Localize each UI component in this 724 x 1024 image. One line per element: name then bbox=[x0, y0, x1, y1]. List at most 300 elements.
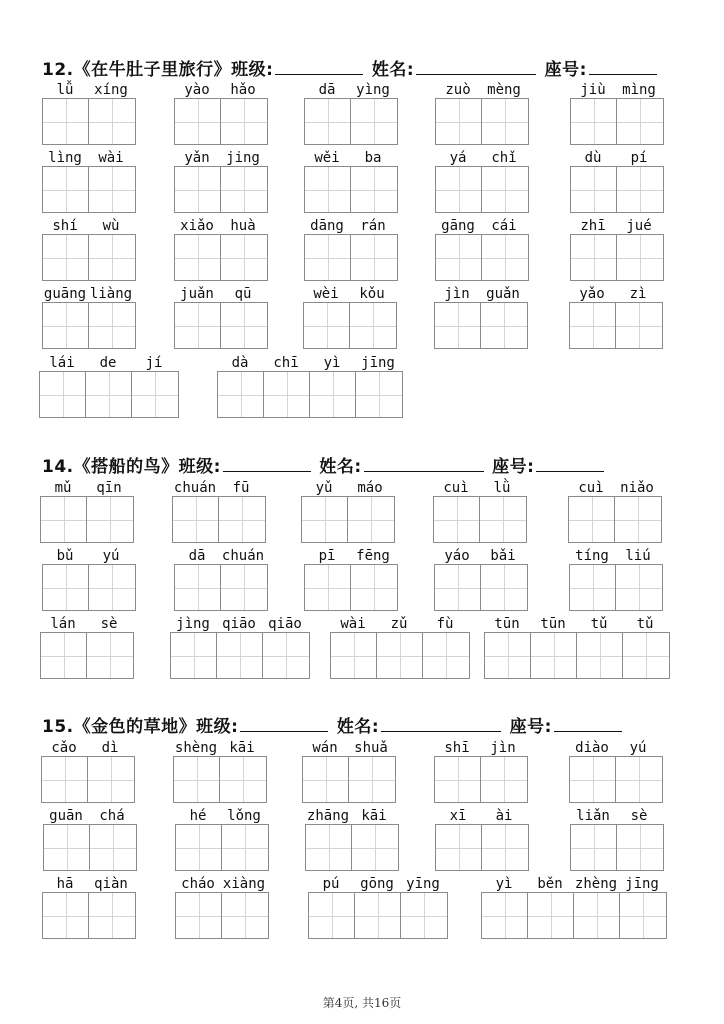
writing-cell[interactable] bbox=[574, 893, 620, 938]
pinyin-syllable: sè bbox=[630, 808, 648, 824]
tianzige-grid bbox=[217, 371, 403, 418]
pinyin-syllable: jing bbox=[226, 150, 260, 166]
tianzige-grid bbox=[434, 564, 528, 611]
writing-cell[interactable] bbox=[173, 497, 219, 542]
writing-cell[interactable] bbox=[615, 497, 661, 542]
writing-cell[interactable] bbox=[569, 497, 615, 542]
pinyin-row bbox=[568, 478, 662, 496]
pinyin-row bbox=[484, 614, 670, 632]
pinyin-word-item bbox=[42, 874, 136, 939]
writing-cell[interactable] bbox=[482, 99, 528, 144]
name-blank[interactable] bbox=[381, 715, 501, 732]
writing-cell[interactable] bbox=[616, 757, 662, 802]
writing-cell[interactable] bbox=[351, 99, 397, 144]
pinyin-row bbox=[42, 148, 136, 166]
writing-cell[interactable] bbox=[436, 825, 482, 870]
tianzige-grid bbox=[433, 496, 527, 543]
writing-cell[interactable] bbox=[303, 757, 349, 802]
writing-cell[interactable] bbox=[171, 633, 217, 678]
writing-cell[interactable] bbox=[221, 99, 267, 144]
section-header bbox=[42, 452, 606, 477]
writing-cell[interactable] bbox=[401, 893, 447, 938]
writing-cell[interactable] bbox=[89, 99, 135, 144]
pinyin-word-item bbox=[217, 353, 403, 418]
writing-cell[interactable] bbox=[571, 235, 617, 280]
pinyin-syllable: jìn bbox=[490, 740, 516, 756]
tianzige-grid bbox=[40, 632, 134, 679]
writing-cell[interactable] bbox=[577, 633, 623, 678]
pinyin-syllable: chuán bbox=[221, 548, 265, 564]
writing-cell[interactable] bbox=[305, 235, 351, 280]
tianzige-grid bbox=[434, 756, 528, 803]
pinyin-syllable: yú bbox=[629, 740, 647, 756]
pinyin-syllable: huà bbox=[230, 218, 256, 234]
pinyin-word-item bbox=[304, 148, 398, 213]
pinyin-syllable: hé bbox=[189, 808, 207, 824]
pinyin-syllable: lǚ bbox=[56, 82, 74, 98]
pinyin-syllable: shèng bbox=[174, 740, 218, 756]
writing-cell[interactable] bbox=[221, 235, 267, 280]
writing-cell[interactable] bbox=[482, 893, 528, 938]
pinyin-syllable: shī bbox=[444, 740, 470, 756]
pinyin-syllable: zǔ bbox=[390, 616, 408, 632]
writing-cell[interactable] bbox=[305, 565, 351, 610]
pinyin-row bbox=[308, 874, 448, 892]
writing-cell[interactable] bbox=[175, 565, 221, 610]
class-blank[interactable] bbox=[275, 58, 363, 75]
tianzige-grid bbox=[304, 98, 398, 145]
writing-cell[interactable] bbox=[623, 633, 669, 678]
pinyin-syllable: juǎn bbox=[180, 286, 214, 302]
writing-cell[interactable] bbox=[436, 99, 482, 144]
pinyin-syllable: pī bbox=[318, 548, 336, 564]
writing-cell[interactable] bbox=[436, 167, 482, 212]
writing-cell[interactable] bbox=[43, 303, 89, 348]
pinyin-row bbox=[42, 284, 136, 302]
writing-cell[interactable] bbox=[222, 893, 268, 938]
writing-cell[interactable] bbox=[436, 235, 482, 280]
writing-cell[interactable] bbox=[40, 372, 86, 417]
pinyin-syllable: cuì bbox=[578, 480, 604, 496]
writing-cell[interactable] bbox=[89, 893, 135, 938]
writing-cell[interactable] bbox=[570, 303, 616, 348]
pinyin-syllable: jìn bbox=[444, 286, 470, 302]
name-label: 姓名: bbox=[319, 457, 362, 477]
tianzige-grid bbox=[174, 166, 268, 213]
writing-cell[interactable] bbox=[86, 372, 132, 417]
writing-cell[interactable] bbox=[306, 825, 352, 870]
name-blank[interactable] bbox=[364, 455, 484, 472]
pinyin-syllable: xiǎo bbox=[180, 218, 214, 234]
pinyin-syllable: dāng bbox=[310, 218, 344, 234]
seat-label: 座号: bbox=[509, 717, 552, 737]
pinyin-syllable: dù bbox=[584, 150, 602, 166]
tianzige-grid bbox=[569, 564, 663, 611]
section-number: 12. bbox=[42, 60, 74, 80]
tianzige-grid bbox=[570, 98, 664, 145]
name-label: 姓名: bbox=[371, 60, 415, 80]
pinyin-row bbox=[569, 284, 663, 302]
pinyin-syllable: tǔ bbox=[636, 616, 654, 632]
pinyin-row bbox=[175, 874, 269, 892]
pinyin-row bbox=[435, 216, 529, 234]
writing-cell[interactable] bbox=[44, 825, 90, 870]
pinyin-word-item bbox=[40, 614, 134, 679]
pinyin-syllable: liàng bbox=[89, 286, 133, 302]
class-label: 班级: bbox=[231, 60, 274, 80]
pinyin-word-item bbox=[40, 478, 134, 543]
writing-cell[interactable] bbox=[617, 167, 663, 212]
pinyin-word-item bbox=[435, 148, 529, 213]
pinyin-row bbox=[172, 478, 266, 496]
pinyin-syllable: jí bbox=[145, 355, 163, 371]
tianzige-grid bbox=[42, 166, 136, 213]
tianzige-grid bbox=[302, 756, 396, 803]
writing-cell[interactable] bbox=[263, 633, 309, 678]
tianzige-grid bbox=[481, 892, 667, 939]
writing-cell[interactable] bbox=[175, 303, 221, 348]
pinyin-row bbox=[174, 284, 268, 302]
writing-cell[interactable] bbox=[222, 825, 268, 870]
pinyin-syllable: xī bbox=[449, 808, 467, 824]
writing-cell[interactable] bbox=[221, 303, 267, 348]
pinyin-word-item bbox=[174, 546, 268, 611]
pinyin-word-item bbox=[568, 478, 662, 543]
pinyin-word-item bbox=[42, 148, 136, 213]
tianzige-grid bbox=[43, 824, 137, 871]
writing-cell[interactable] bbox=[219, 497, 265, 542]
pinyin-syllable: zhī bbox=[580, 218, 606, 234]
tianzige-grid bbox=[174, 564, 268, 611]
writing-cell[interactable] bbox=[480, 497, 526, 542]
writing-cell[interactable] bbox=[482, 235, 528, 280]
pinyin-word-item bbox=[170, 614, 310, 679]
writing-cell[interactable] bbox=[377, 633, 423, 678]
pinyin-syllable: lǜ bbox=[493, 480, 511, 496]
writing-cell[interactable] bbox=[351, 235, 397, 280]
pinyin-row bbox=[173, 738, 267, 756]
pinyin-syllable: yì bbox=[323, 355, 341, 371]
pinyin-word-item bbox=[304, 546, 398, 611]
pinyin-row bbox=[435, 80, 529, 98]
writing-cell[interactable] bbox=[482, 825, 528, 870]
class-label: 班级: bbox=[196, 717, 239, 737]
tianzige-grid bbox=[303, 302, 397, 349]
writing-cell[interactable] bbox=[481, 757, 527, 802]
writing-cell[interactable] bbox=[352, 825, 398, 870]
pinyin-syllable: tūn bbox=[540, 616, 566, 632]
writing-cell[interactable] bbox=[331, 633, 377, 678]
writing-cell[interactable] bbox=[423, 633, 469, 678]
pinyin-word-item bbox=[43, 806, 137, 871]
pinyin-syllable: tǔ bbox=[590, 616, 608, 632]
writing-cell[interactable] bbox=[43, 235, 89, 280]
pinyin-syllable: hā bbox=[56, 876, 74, 892]
pinyin-syllable: fēng bbox=[356, 548, 390, 564]
pinyin-word-item bbox=[434, 284, 528, 349]
pinyin-row bbox=[42, 874, 136, 892]
tianzige-grid bbox=[570, 166, 664, 213]
pinyin-word-item bbox=[435, 80, 529, 145]
pinyin-row bbox=[434, 546, 528, 564]
writing-cell[interactable] bbox=[42, 757, 88, 802]
pinyin-syllable: yì bbox=[495, 876, 513, 892]
pinyin-row bbox=[174, 546, 268, 564]
pinyin-row bbox=[303, 284, 397, 302]
writing-cell[interactable] bbox=[435, 757, 481, 802]
writing-cell[interactable] bbox=[43, 565, 89, 610]
tianzige-grid bbox=[39, 371, 179, 418]
pinyin-syllable: fū bbox=[232, 480, 250, 496]
pinyin-syllable: zì bbox=[629, 286, 647, 302]
pinyin-row bbox=[42, 546, 136, 564]
writing-cell[interactable] bbox=[356, 372, 402, 417]
pinyin-syllable: wěi bbox=[314, 150, 340, 166]
writing-cell[interactable] bbox=[175, 167, 221, 212]
tianzige-grid bbox=[308, 892, 448, 939]
pinyin-word-item bbox=[172, 478, 266, 543]
pinyin-syllable: yǎn bbox=[184, 150, 210, 166]
pinyin-row bbox=[40, 614, 134, 632]
lesson-title: 《金色的草地》 bbox=[73, 717, 197, 737]
pinyin-syllable: jué bbox=[626, 218, 652, 234]
writing-cell[interactable] bbox=[89, 303, 135, 348]
writing-cell[interactable] bbox=[176, 893, 222, 938]
pinyin-row bbox=[174, 216, 268, 234]
pinyin-word-item bbox=[570, 80, 664, 145]
writing-cell[interactable] bbox=[348, 497, 394, 542]
writing-cell[interactable] bbox=[89, 167, 135, 212]
pinyin-syllable: tíng bbox=[575, 548, 609, 564]
pinyin-syllable: guān bbox=[49, 808, 83, 824]
section-header bbox=[42, 712, 624, 737]
writing-cell[interactable] bbox=[620, 893, 666, 938]
pinyin-syllable: máo bbox=[357, 480, 383, 496]
pinyin-syllable: lìng bbox=[48, 150, 82, 166]
pinyin-syllable: fù bbox=[436, 616, 454, 632]
pinyin-word-item bbox=[175, 874, 269, 939]
writing-cell[interactable] bbox=[434, 497, 480, 542]
writing-cell[interactable] bbox=[350, 303, 396, 348]
pinyin-word-item bbox=[570, 216, 664, 281]
seat-label: 座号: bbox=[492, 457, 535, 477]
writing-cell[interactable] bbox=[571, 825, 617, 870]
pinyin-row bbox=[569, 738, 663, 756]
tianzige-grid bbox=[42, 564, 136, 611]
writing-cell[interactable] bbox=[304, 303, 350, 348]
pinyin-row bbox=[170, 614, 310, 632]
writing-cell[interactable] bbox=[132, 372, 178, 417]
writing-cell[interactable] bbox=[87, 497, 133, 542]
pinyin-syllable: běn bbox=[537, 876, 563, 892]
pinyin-syllable: xíng bbox=[94, 82, 128, 98]
writing-cell[interactable] bbox=[221, 167, 267, 212]
writing-cell[interactable] bbox=[571, 167, 617, 212]
pinyin-row bbox=[305, 806, 399, 824]
writing-cell[interactable] bbox=[175, 235, 221, 280]
writing-cell[interactable] bbox=[435, 565, 481, 610]
writing-cell[interactable] bbox=[481, 565, 527, 610]
name-blank[interactable] bbox=[416, 58, 536, 75]
pinyin-word-item bbox=[174, 148, 268, 213]
pinyin-syllable: liú bbox=[625, 548, 651, 564]
class-label: 班级: bbox=[178, 457, 221, 477]
writing-cell[interactable] bbox=[88, 757, 134, 802]
pinyin-row bbox=[302, 738, 396, 756]
lesson-title: 《搭船的鸟》 bbox=[73, 457, 179, 477]
writing-cell[interactable] bbox=[485, 633, 531, 678]
pinyin-syllable: guāng bbox=[43, 286, 87, 302]
writing-cell[interactable] bbox=[220, 757, 266, 802]
pinyin-syllable: wài bbox=[98, 150, 124, 166]
writing-cell[interactable] bbox=[43, 99, 89, 144]
pinyin-word-item bbox=[42, 284, 136, 349]
writing-cell[interactable] bbox=[351, 565, 397, 610]
pinyin-syllable: cái bbox=[491, 218, 517, 234]
writing-cell[interactable] bbox=[528, 893, 574, 938]
writing-cell[interactable] bbox=[305, 99, 351, 144]
pinyin-syllable: dā bbox=[318, 82, 336, 98]
pinyin-syllable: zhāng bbox=[306, 808, 350, 824]
pinyin-syllable: jiù bbox=[580, 82, 606, 98]
pinyin-row bbox=[41, 738, 135, 756]
writing-cell[interactable] bbox=[221, 565, 267, 610]
pinyin-row bbox=[570, 148, 664, 166]
class-blank[interactable] bbox=[223, 455, 311, 472]
tianzige-grid bbox=[304, 166, 398, 213]
pinyin-syllable: wài bbox=[340, 616, 366, 632]
tianzige-grid bbox=[173, 756, 267, 803]
pinyin-syllable: chī bbox=[273, 355, 299, 371]
tianzige-grid bbox=[42, 892, 136, 939]
writing-cell[interactable] bbox=[482, 167, 528, 212]
page-footer: 第4页, 共16页 bbox=[322, 996, 402, 1010]
tianzige-grid bbox=[304, 234, 398, 281]
section-header bbox=[42, 55, 659, 80]
seat-blank[interactable] bbox=[554, 715, 622, 732]
writing-cell[interactable] bbox=[176, 825, 222, 870]
writing-cell[interactable] bbox=[89, 565, 135, 610]
pinyin-syllable: shuǎ bbox=[354, 740, 388, 756]
tianzige-grid bbox=[330, 632, 470, 679]
pinyin-syllable: mìng bbox=[622, 82, 656, 98]
pinyin-syllable: chǐ bbox=[491, 150, 517, 166]
writing-cell[interactable] bbox=[435, 303, 481, 348]
pinyin-word-item bbox=[484, 614, 670, 679]
writing-cell[interactable] bbox=[617, 99, 663, 144]
pinyin-word-item bbox=[174, 80, 268, 145]
tianzige-grid bbox=[305, 824, 399, 871]
writing-cell[interactable] bbox=[217, 633, 263, 678]
writing-cell[interactable] bbox=[616, 565, 662, 610]
tianzige-grid bbox=[568, 496, 662, 543]
pinyin-syllable: cǎo bbox=[51, 740, 77, 756]
writing-cell[interactable] bbox=[43, 893, 89, 938]
writing-cell[interactable] bbox=[617, 825, 663, 870]
tianzige-grid bbox=[569, 302, 663, 349]
writing-cell[interactable] bbox=[481, 303, 527, 348]
pinyin-word-item bbox=[303, 284, 397, 349]
writing-cell[interactable] bbox=[616, 303, 662, 348]
writing-cell[interactable] bbox=[41, 633, 87, 678]
pinyin-row bbox=[42, 216, 136, 234]
pinyin-syllable: mǔ bbox=[54, 480, 72, 496]
pinyin-word-item bbox=[570, 148, 664, 213]
writing-cell[interactable] bbox=[351, 167, 397, 212]
tianzige-grid bbox=[484, 632, 670, 679]
writing-cell[interactable] bbox=[355, 893, 401, 938]
writing-cell[interactable] bbox=[43, 167, 89, 212]
writing-cell[interactable] bbox=[175, 99, 221, 144]
pinyin-syllable: yú bbox=[102, 548, 120, 564]
pinyin-syllable: bǔ bbox=[56, 548, 74, 564]
pinyin-syllable: dā bbox=[188, 548, 206, 564]
pinyin-syllable: wèi bbox=[313, 286, 339, 302]
pinyin-syllable: ba bbox=[364, 150, 382, 166]
pinyin-syllable: gōng bbox=[360, 876, 394, 892]
seat-blank[interactable] bbox=[536, 455, 604, 472]
pinyin-syllable: qiàn bbox=[94, 876, 128, 892]
pinyin-row bbox=[330, 614, 470, 632]
pinyin-syllable: de bbox=[99, 355, 117, 371]
pinyin-row bbox=[434, 284, 528, 302]
pinyin-word-item bbox=[301, 478, 395, 543]
tianzige-grid bbox=[304, 564, 398, 611]
writing-cell[interactable] bbox=[531, 633, 577, 678]
tianzige-grid bbox=[174, 234, 268, 281]
writing-cell[interactable] bbox=[302, 497, 348, 542]
writing-cell[interactable] bbox=[571, 99, 617, 144]
writing-cell[interactable] bbox=[87, 633, 133, 678]
pinyin-word-item bbox=[435, 216, 529, 281]
pinyin-syllable: cuì bbox=[443, 480, 469, 496]
writing-cell[interactable] bbox=[218, 372, 264, 417]
pinyin-row bbox=[175, 806, 269, 824]
pinyin-syllable: xiàng bbox=[222, 876, 266, 892]
tianzige-grid bbox=[434, 302, 528, 349]
writing-cell[interactable] bbox=[570, 565, 616, 610]
pinyin-row bbox=[570, 216, 664, 234]
class-blank[interactable] bbox=[240, 715, 328, 732]
writing-cell[interactable] bbox=[617, 235, 663, 280]
pinyin-word-item bbox=[569, 284, 663, 349]
writing-cell[interactable] bbox=[174, 757, 220, 802]
pinyin-word-item bbox=[174, 284, 268, 349]
writing-cell[interactable] bbox=[349, 757, 395, 802]
pinyin-row bbox=[481, 874, 667, 892]
pinyin-word-item bbox=[42, 80, 136, 145]
pinyin-row bbox=[40, 478, 134, 496]
writing-cell[interactable] bbox=[264, 372, 310, 417]
writing-cell[interactable] bbox=[41, 497, 87, 542]
pinyin-syllable: qiāo bbox=[222, 616, 256, 632]
writing-cell[interactable] bbox=[305, 167, 351, 212]
writing-cell[interactable] bbox=[310, 372, 356, 417]
writing-cell[interactable] bbox=[90, 825, 136, 870]
writing-cell[interactable] bbox=[309, 893, 355, 938]
pinyin-word-item bbox=[569, 546, 663, 611]
pinyin-row bbox=[42, 80, 136, 98]
pinyin-row bbox=[304, 80, 398, 98]
pinyin-word-item bbox=[39, 353, 179, 418]
writing-cell[interactable] bbox=[89, 235, 135, 280]
seat-blank[interactable] bbox=[589, 58, 657, 75]
pinyin-syllable: cháo bbox=[181, 876, 215, 892]
pinyin-syllable: niǎo bbox=[620, 480, 654, 496]
writing-cell[interactable] bbox=[570, 757, 616, 802]
pinyin-syllable: sè bbox=[100, 616, 118, 632]
tianzige-grid bbox=[570, 234, 664, 281]
